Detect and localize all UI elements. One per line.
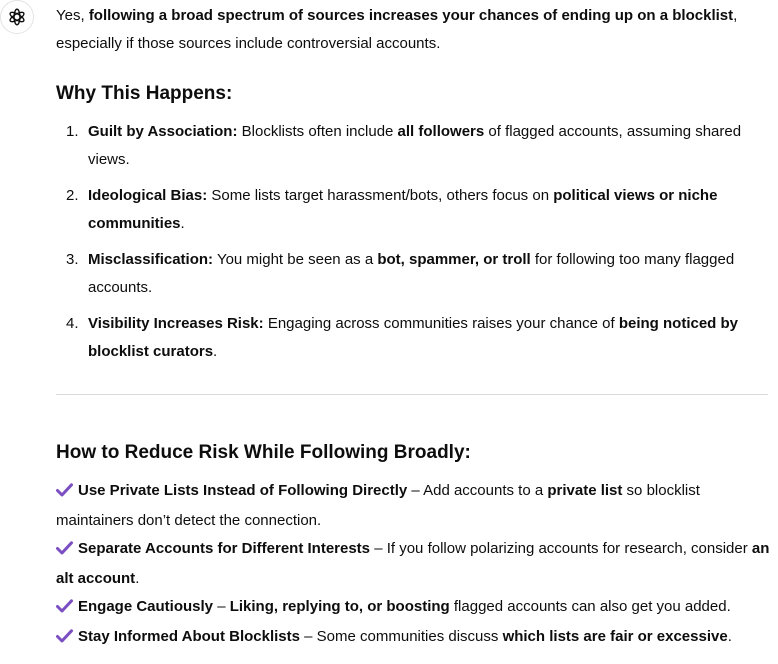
checkmark-icon <box>56 479 78 507</box>
how-heading: How to Reduce Risk While Following Broadly: <box>56 442 471 463</box>
intro-paragraph: Yes, following a broad spectrum of sources increases your chances of ending up on a blocklist, especially if those sources include controversial accounts. <box>56 7 738 52</box>
why-list <box>56 118 772 366</box>
assistant-avatar <box>0 0 34 34</box>
list-item: 4. Visibility Increases Risk: Engaging across communities raises your chance of being noticed by blocklist curators. <box>66 315 739 360</box>
list-item: 2. Ideological Bias: Some lists target harassment/bots, others focus on political views or niche communities. <box>66 187 718 232</box>
how-list <box>56 477 772 653</box>
section-divider <box>56 394 768 395</box>
why-heading: Why This Happens: <box>56 83 233 104</box>
list-item: Engage Cautiously – Liking, replying to, or boosting flagged accounts can also get you added. <box>56 593 772 623</box>
list-item: Use Private Lists Instead of Following Directly – Add accounts to a private list so blocklist maintainers don’t detect the connection. <box>56 477 772 535</box>
list-item: 1. Guilt by Association: Blocklists often include all followers of flagged accounts, assuming shared views. <box>66 123 742 168</box>
checkmark-icon <box>56 537 78 565</box>
assistant-message <box>56 0 772 653</box>
list-item: Separate Accounts for Different Interests – If you follow polarizing accounts for research, consider an alt account. <box>56 535 772 593</box>
openai-logo-icon <box>6 6 28 28</box>
checkmark-icon <box>56 625 78 653</box>
list-item: 3. Misclassification: You might be seen as a bot, spammer, or troll for following too many flagged accounts. <box>66 251 735 296</box>
checkmark-icon <box>56 595 78 623</box>
list-item: Stay Informed About Blocklists – Some communities discuss which lists are fair or excessive. <box>56 623 772 653</box>
